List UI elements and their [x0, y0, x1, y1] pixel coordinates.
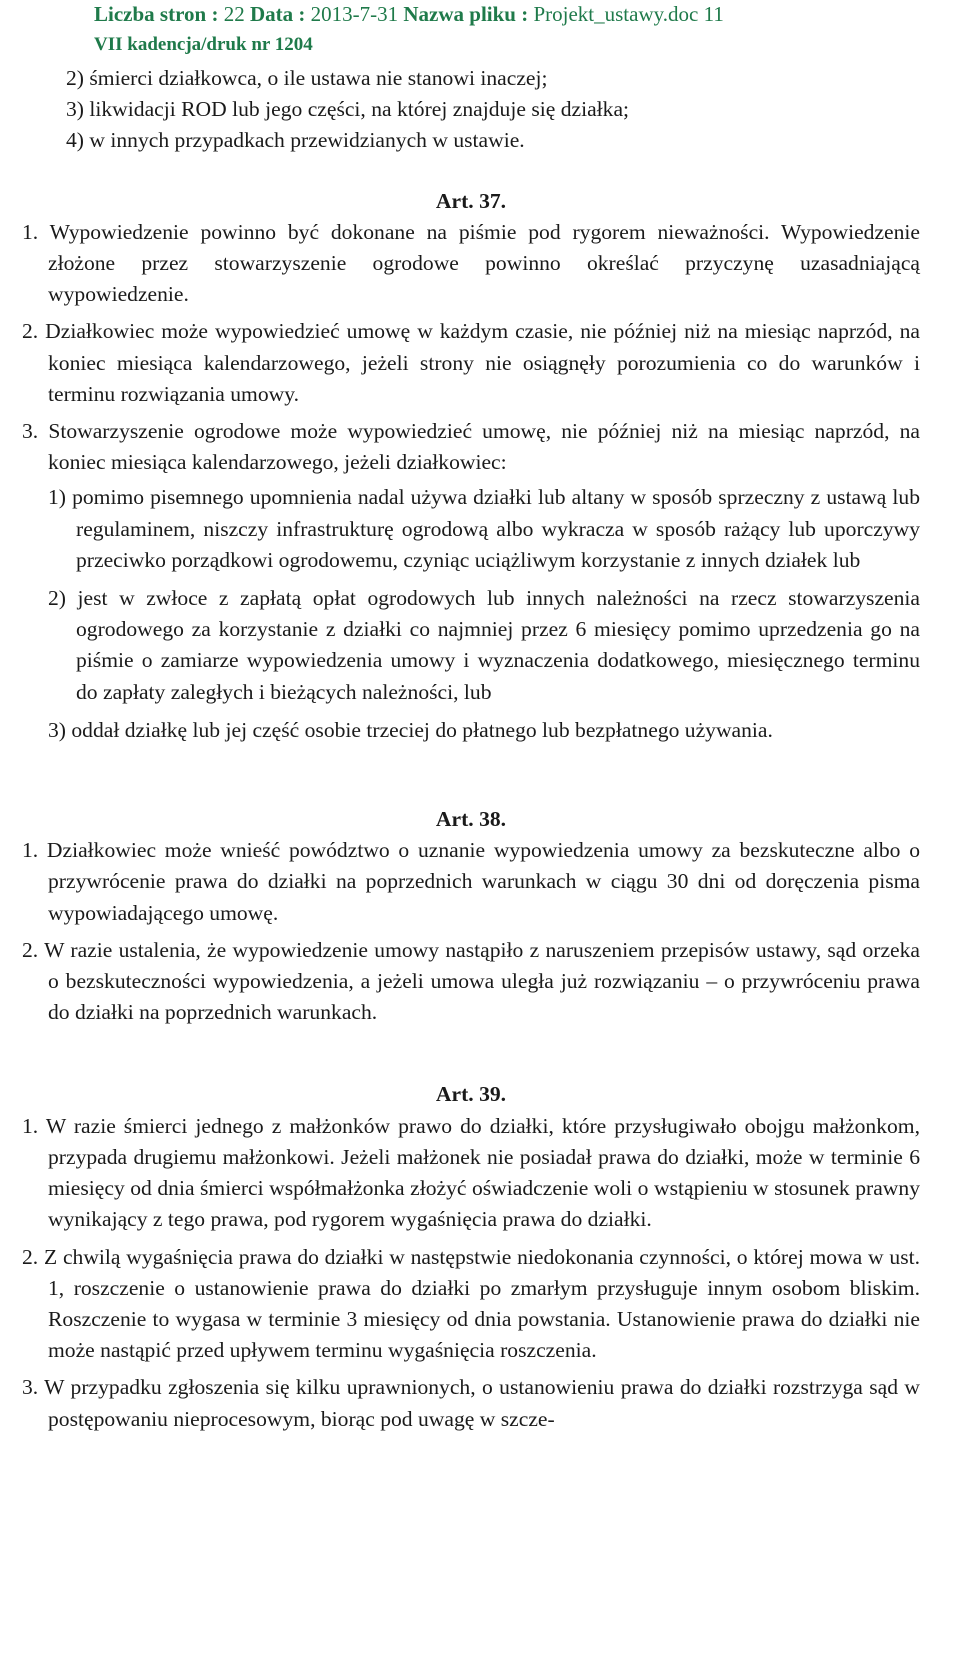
- article-37-title: Art. 37.: [435, 188, 507, 213]
- intro-item-3: 3) likwidacji ROD lub jego części, na której znajduje się działka;: [66, 97, 630, 122]
- article-37-paragraph-1: 1. Wypowiedzenie powinno być dokonane na piśmie pod rygorem nieważności. Wypowiedzenie złożone przez stowarzyszenie ogrodowe powinno określać przyczynę uzasadniającą wypowiedzenie.: [22, 219, 920, 307]
- page-number: 11: [703, 2, 724, 26]
- article-39-paragraph-2: 2. Z chwilą wygaśnięcia prawa do działki w następstwie niedokonania czynności, o której mowa w ust. 1, roszczenie o ustanowienie prawa do działki po zmarłym przysługuje innym osobom bliskim. Roszczenie to wygasa w terminie 3 miesięcy od dnia powstania. Ustanowienie prawa do działki nie może nastąpić przed upływem terminu wygaśnięcia roszczenia.: [22, 1244, 920, 1363]
- article-37-point-2: 2) jest w zwłoce z zapłatą opłat ogrodowych lub innych należności na rzecz stowarzyszenia ogrodowego za korzystanie z działki co najmniej przez 6 miesięcy pomimo uprzedzenia go na piśmie o zamiarze wypowiedzenia umowy i wyznaczenia dodatkowego, miesięcznego terminu do zapłaty zaległych i bieżących należności, lub: [48, 586, 920, 704]
- document-body: [22, 63, 920, 1435]
- file-label: Nazwa pliku :: [403, 2, 529, 26]
- intro-item-4: 4) w innych przypadkach przewidzianych w ustawie.: [66, 128, 525, 153]
- date-value: 2013-7-31: [310, 2, 399, 26]
- print-subtitle: VII kadencja/druk nr 1204: [94, 34, 313, 55]
- article-38-paragraph-2: 2. W razie ustalenia, że wypowiedzenie umowy nastąpiło z naruszeniem przepisów ustawy, sąd orzeka o bezskuteczności wypowiedzenia, a jeżeli umowa uległa już rozwiązaniu – o przywróceniu prawa do działki na poprzednich warunkach.: [22, 937, 920, 1025]
- document-header: [94, 0, 934, 29]
- article-37-paragraph-3: 3. Stowarzyszenie ogrodowe może wypowiedzieć umowę, nie później niż na miesiąc naprzód, na koniec miesiąca kalendarzowego, jeżeli działkowiec:: [22, 419, 920, 475]
- article-38-title: Art. 38.: [435, 807, 507, 832]
- article-39-paragraph-1: 1. W razie śmierci jednego z małżonków prawo do działki, które przysługiwało obojgu małżonkom, przypada drugiemu małżonkowi. Jeżeli małżonek nie posiadał prawa do działki, może w terminie 6 miesięcy od dnia śmierci współmałżonka złożyć oświadczenie woli o wstąpieniu w stosunek prawny wynikający z tego prawa, pod rygorem wygaśnięcia prawa do działki.: [22, 1113, 920, 1232]
- file-value: Projekt_ustawy.doc: [533, 2, 699, 26]
- article-37-point-3: 3) oddał działkę lub jej część osobie trzeciej do płatnego lub bezpłatnego używania.: [48, 717, 773, 742]
- intro-item-2: 2) śmierci działkowca, o ile ustawa nie stanowi inaczej;: [66, 66, 548, 90]
- article-38-paragraph-1: 1. Działkowiec może wnieść powództwo o uznanie wypowiedzenia umowy za bezskuteczne albo o przywrócenie prawa do działki na poprzednich warunkach w ciągu 30 dni od doręczenia pisma wypowiadającego umowę.: [22, 838, 920, 925]
- article-37-point-1: 1) pomimo pisemnego upomnienia nadal używa działki lub altany w sposób sprzeczny z ustawą lub regulaminem, niszczy infrastrukturę ogrodową albo wykracza w sposób rażący lub uporczywy przeciwko porządkowi ogrodowemu, czyniąc uciążliwym korzystanie z innych działek lub: [48, 485, 920, 572]
- date-label: Data :: [249, 2, 306, 26]
- article-37-point-list: [22, 482, 920, 746]
- pages-label: Liczba stron :: [94, 2, 219, 26]
- pages-value: 22: [223, 2, 245, 26]
- intro-list: [22, 63, 920, 157]
- article-37-paragraph-2: 2. Działkowiec może wypowiedzieć umowę w każdym czasie, nie później niż na miesiąc naprzód, na koniec miesiąca kalendarzowego, jeżeli strony nie osiągnęły porozumienia co do warunków i terminu rozwiązania umowy.: [22, 319, 920, 406]
- article-39-paragraph-3: 3. W przypadku zgłoszenia się kilku uprawnionych, o ustanowieniu prawa do działki rozstrzyga sąd w postępowaniu nieprocesowym, biorąc pod uwagę w szcze-: [22, 1375, 920, 1431]
- article-39-title: Art. 39.: [435, 1082, 507, 1107]
